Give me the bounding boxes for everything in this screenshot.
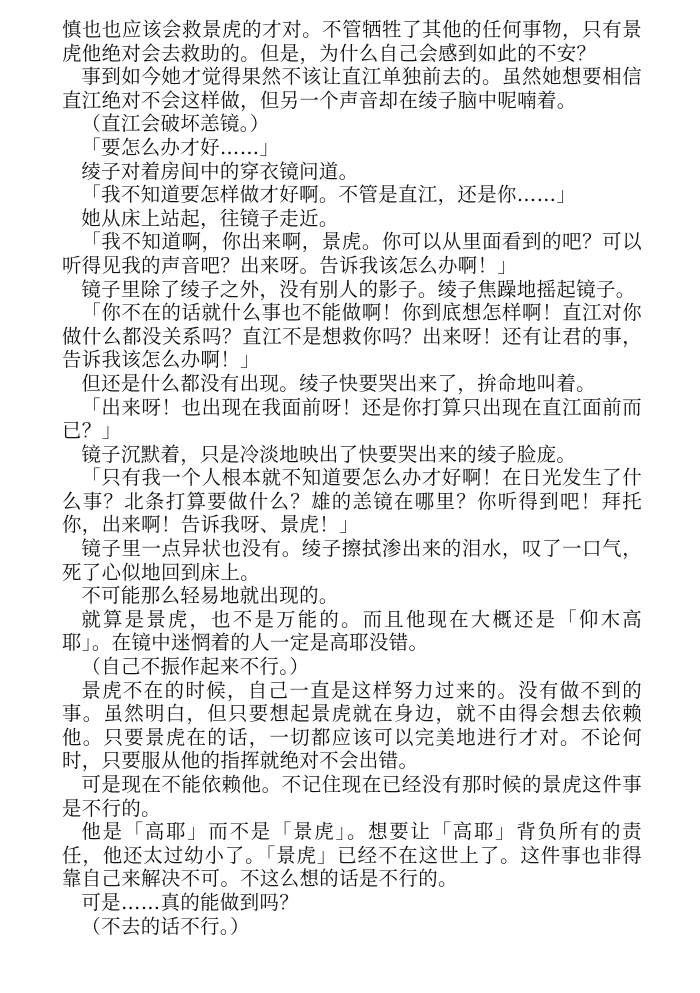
paragraph-19: 景虎不在的时候，自己一直是这样努力过来的。没有做不到的事。虽然明白，但只要想起景虎就在身边，就不由得会想去依赖他。只要景虎在的话，一切都应该可以完美地进行才对。不论何时，只要服从他的指挥就绝对不会出错。 [62,678,642,773]
paragraph-5: 绫子对着房间中的穿衣镜问道。 [81,159,359,183]
paragraph-12: 「出来呀！也出现在我面前呀！还是你打算只出现在直江面前而已？」 [62,395,642,443]
paragraph-9: 镜子里除了绫子之外，没有别人的影子。绫子焦躁地摇起镜子。 [81,277,636,301]
paragraph-23: （不去的话不行。） [81,914,250,938]
paragraph-10: 「你不在的话就什么事也不能做啊！你到底想怎样啊！直江对你做什么都没关系吗？直江不是想救你吗？出来呀！还有让君的事，告诉我该怎么办啊！」 [62,301,642,372]
paragraph-14: 「只有我一个人根本就不知道要怎么办才好啊！在日光发生了什么事？北条打算要做什么？雄的恙镜在哪里？你听得到吧！拜托你，出来啊！告诉我呀、景虎！」 [62,466,642,537]
paragraph-7: 她从床上站起，往镜子走近。 [81,206,339,230]
paragraph-16: 不可能那么轻易地就出现的。 [81,584,339,608]
paragraph-2: 事到如今她才觉得果然不该让直江单独前去的。虽然她想要相信直江绝对不会这样做，但另一个声音却在绫子脑中呢喃着。 [62,65,642,112]
paragraph-15: 镜子里一点异状也没有。绫子擦拭渗出来的泪水，叹了一口气，死了心似地回到床上。 [62,537,642,584]
paragraph-17: 就算是景虎，也不是万能的。而且他现在大概还是「仰木高耶」。在镜中迷惘着的人一定是高耶没错。 [62,607,642,655]
paragraph-11: 但还是什么都没有出现。绫子快要哭出来了，拚命地叫着。 [81,371,596,395]
paragraph-20: 可是现在不能依赖他。不记住现在已经没有那时候的景虎这件事是不行的。 [62,773,642,820]
paragraph-18: （自己不振作起来不行。） [81,655,310,679]
paragraph-13: 镜子沉默着，只是冷淡地映出了快要哭出来的绫子脸庞。 [81,442,577,466]
document-page [62,18,642,938]
paragraph-8: 「我不知道啊，你出来啊，景虎。你可以从里面看到的吧？可以听得见我的声音吧？出来呀。告诉我该怎么办啊！」 [62,230,642,277]
paragraph-1: 慎也也应该会救景虎的才对。不管牺牲了其他的任何事物，只有景虎他绝对会去救助的。但是，为什么自己会感到如此的不安？ [62,18,642,65]
paragraph-21: 他是「高耶」而不是「景虎」。想要让「高耶」背负所有的责任，他还太过幼小了。「景虎」已经不在这世上了。这件事也非得靠自己来解决不可。不这么想的话是不行的。 [62,820,642,891]
paragraph-4: 「要怎么办才好……」 [81,135,280,159]
paragraph-6: 「我不知道要怎样做才好啊。不管是直江，还是你……」 [81,183,577,207]
paragraph-3: （直江会破坏恙镜。） [81,112,270,136]
paragraph-22: 可是……真的能做到吗？ [81,890,300,914]
